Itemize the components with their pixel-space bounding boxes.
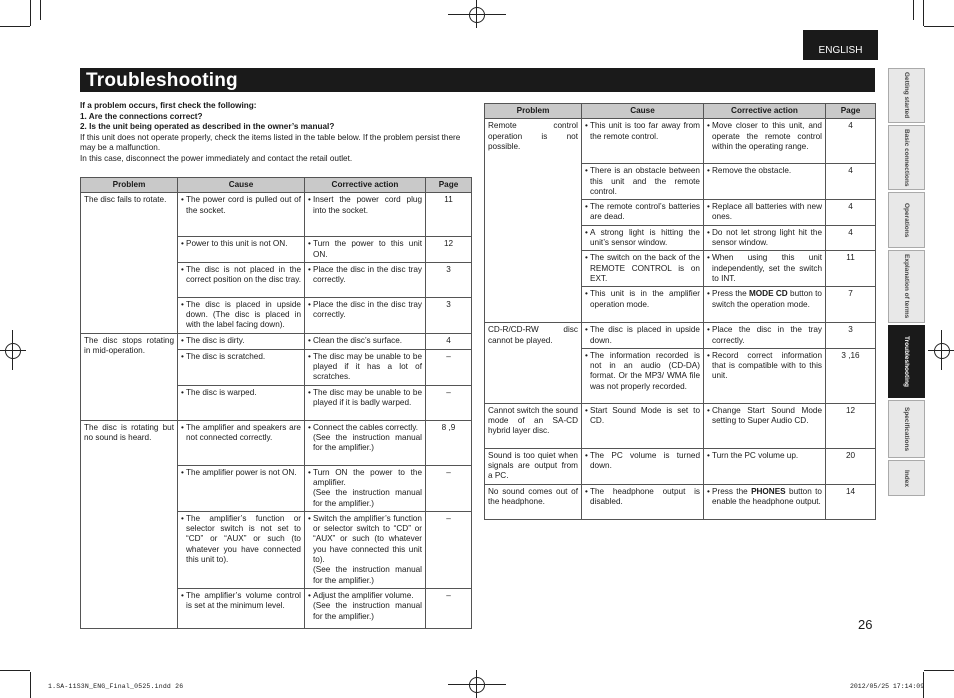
action-text: Turn ON the power to the amplifier. (313, 467, 422, 487)
header-page: Page (826, 104, 876, 119)
table-row (485, 403, 876, 448)
header-problem: Problem (81, 178, 178, 193)
cause-cell (178, 511, 305, 588)
cause-cell (178, 385, 305, 420)
bullet-icon: • (585, 202, 588, 212)
language-label: ENGLISH (818, 45, 863, 56)
bullet-icon: • (181, 239, 184, 249)
bullet-icon: • (181, 264, 184, 274)
action-text (313, 195, 422, 216)
bullet-icon: • (585, 253, 588, 263)
cause-text: Start Sound Mode is set to CD. (590, 405, 700, 426)
action-text (313, 514, 422, 586)
problem-cell: Sound is too quiet when signals are output from a PC. (485, 448, 582, 484)
action-cell (704, 348, 826, 403)
section-tab[interactable] (888, 325, 925, 398)
cause-cell (582, 251, 704, 287)
cause-cell (178, 237, 305, 263)
cause-cell (178, 465, 305, 511)
action-text: Record correct information that is compatible with to this unit. (712, 350, 822, 381)
action-text: When using this unit independently, set the switch to INT. (712, 253, 822, 283)
cause-cell (178, 420, 305, 465)
cause-text: This unit is too far away from the remote control. (590, 121, 700, 141)
action-text: Place the disc in the tray correctly. (712, 325, 822, 345)
cause-text: The disc is warped. (186, 387, 257, 397)
action-cell (305, 193, 426, 237)
bullet-icon: • (707, 227, 710, 237)
header-problem: Problem (485, 104, 582, 119)
page-title: Troubleshooting (86, 70, 238, 91)
action-cell (704, 287, 826, 323)
page-cell: 12 (426, 237, 472, 263)
page-cell: – (426, 385, 472, 420)
bullet-icon: • (181, 299, 184, 309)
action-text (712, 406, 822, 427)
crop-mark (30, 672, 31, 698)
action-text (712, 451, 798, 461)
action-cell (305, 349, 426, 385)
intro-line: If this unit does not operate properly, check the items listed in the table below. If the problem persist there may be a malfunction. (80, 132, 461, 153)
action-text: Remove the obstacle. (712, 166, 792, 176)
registration-mark (934, 343, 950, 359)
crop-mark (923, 0, 924, 26)
bullet-icon: • (707, 350, 710, 360)
action-cell (704, 403, 826, 448)
cause-text: The disc is scratched. (186, 351, 266, 361)
action-cell (704, 484, 826, 519)
language-tab (803, 30, 878, 60)
bullet-icon: • (585, 121, 588, 131)
section-tab-label: Operations (903, 202, 910, 238)
cause-text: The remote control’s batteries are dead. (590, 202, 700, 222)
page-cell: 20 (826, 448, 876, 484)
action-text (313, 300, 422, 321)
intro-line: If a problem occurs, first check the following: (80, 101, 257, 110)
cause-text: The headphone output is disabled. (590, 486, 700, 507)
header-cause: Cause (178, 178, 305, 193)
page-cell: 3 (426, 297, 472, 333)
action-text: Do not let strong light hit the sensor window. (712, 227, 822, 248)
section-tab-label: Specifications (903, 406, 910, 452)
bullet-icon: • (585, 166, 588, 176)
problem-cell: Remote control operation is not possible. (485, 119, 582, 323)
cause-text: There is an obstacle between this unit and the remote control. (590, 166, 700, 196)
action-text (712, 289, 822, 310)
action-text: Turn the power to this unit ON. (313, 239, 422, 259)
action-text: Turn the PC volume up. (712, 450, 799, 460)
cause-cell (582, 200, 704, 226)
section-tab[interactable] (888, 68, 925, 123)
cause-text: The information recorded is not in an audio (CD-DA) format. Or the MP3/ WMA file was not properly recorded. (590, 350, 700, 391)
page-cell: – (426, 511, 472, 588)
cause-text: The disc is dirty. (186, 335, 245, 345)
cause-cell (178, 588, 305, 628)
cause-cell (582, 448, 704, 484)
action-note: (See the instruction manual for the amplifier.) (313, 601, 422, 621)
bullet-icon: • (585, 450, 588, 460)
action-text: The disc may be unable to be played if it is badly warped. (313, 387, 422, 407)
action-text (712, 351, 822, 382)
page-cell: – (426, 349, 472, 385)
cause-cell (582, 119, 704, 164)
bullet-icon: • (707, 450, 710, 460)
action-text: Place the disc in the disc tray correctly. (313, 264, 422, 285)
intro-line: 1. Are the connections correct? (80, 111, 203, 121)
table-row (485, 448, 876, 484)
cause-cell (178, 349, 305, 385)
action-cell (704, 448, 826, 484)
cause-cell (582, 484, 704, 519)
footer-date: 2012/05/25 17:14:09 (850, 683, 925, 690)
bullet-icon: • (585, 350, 588, 360)
cause-cell (582, 225, 704, 251)
action-cell (305, 237, 426, 263)
header-cause: Cause (582, 104, 704, 119)
action-text (313, 239, 422, 260)
cause-cell (582, 348, 704, 403)
page-cell: 14 (826, 484, 876, 519)
action-cell (305, 511, 426, 588)
action-text: button to switch the operation mode. (712, 289, 822, 309)
cause-text: The disc is placed in upside down. (The disc is placed in with the label facing down). (186, 299, 301, 330)
bullet-icon: • (308, 387, 311, 397)
cause-cell (582, 164, 704, 200)
action-text: Insert the power cord plug into the socket. (313, 195, 422, 215)
problem-cell: The disc is rotating but no sound is heard. (81, 420, 178, 628)
section-tab[interactable] (888, 460, 925, 496)
bullet-icon: • (181, 590, 184, 600)
section-tab-label: Index (903, 469, 910, 487)
page-cell: 3 ,16 (826, 348, 876, 403)
cause-text: The switch on the back of the REMOTE CONTROL is on EXT. (590, 253, 700, 283)
page-cell: 11 (826, 251, 876, 287)
page-cell: 3 (426, 262, 472, 297)
bullet-icon: • (181, 387, 184, 397)
bullet-icon: • (585, 227, 588, 237)
bullet-icon: • (181, 335, 184, 345)
action-cell (305, 385, 426, 420)
action-text (712, 325, 822, 346)
bullet-icon: • (707, 289, 710, 299)
bullet-icon: • (181, 351, 184, 361)
crop-mark (448, 684, 506, 685)
header-page: Page (426, 178, 472, 193)
action-text: button to enable the headphone output. (712, 486, 822, 507)
cause-text: The amplifier power is not ON. (186, 467, 297, 477)
action-text: Press the (712, 289, 749, 299)
bullet-icon: • (707, 486, 710, 496)
cause-cell (178, 297, 305, 333)
bullet-icon: • (308, 422, 311, 432)
table-row (485, 323, 876, 349)
section-tab-label: Troubleshooting (903, 336, 910, 387)
page-cell: 4 (826, 225, 876, 251)
cause-text: Power to this unit is not ON. (186, 239, 288, 249)
crop-mark (941, 330, 942, 370)
action-text: Replace all batteries with new ones. (712, 202, 822, 222)
table-row (485, 484, 876, 519)
cause-text: A strong light is hitting the unit’s sensor window. (590, 227, 700, 248)
crop-mark (924, 670, 954, 671)
bullet-icon: • (308, 513, 311, 523)
bullet-icon: • (585, 325, 588, 335)
crop-mark (0, 670, 30, 671)
cause-text: The amplifier’s volume control is set at the minimum level. (186, 590, 301, 611)
action-cell (305, 420, 426, 465)
cause-cell (178, 262, 305, 297)
action-text (313, 336, 402, 346)
table-row (485, 119, 876, 164)
action-text (313, 352, 422, 383)
table-row (81, 420, 472, 465)
intro-line: In this case, disconnect the power immediately and contact the retail outlet. (80, 153, 353, 163)
action-cell (704, 200, 826, 226)
action-text: Press the (712, 486, 752, 496)
header-action: Corrective action (704, 104, 826, 119)
troubleshooting-table-left (80, 177, 472, 629)
action-cell (305, 297, 426, 333)
action-note: (See the instruction manual for the amplifier.) (313, 565, 422, 585)
crop-mark (0, 26, 30, 27)
crop-mark (40, 0, 41, 20)
action-cell (305, 333, 426, 349)
page-cell: 4 (826, 164, 876, 200)
button-name: PHONES (751, 486, 786, 496)
problem-cell: No sound comes out of the headphone. (485, 484, 582, 519)
bullet-icon: • (181, 467, 184, 477)
cause-text: The power cord is pulled out of the socket. (186, 195, 301, 215)
crop-mark (12, 330, 13, 370)
action-text: Place the disc in the disc tray correctly. (313, 299, 422, 320)
bullet-icon: • (308, 239, 311, 249)
crop-mark (0, 350, 26, 351)
action-text (313, 468, 422, 509)
header-action: Corrective action (305, 178, 426, 193)
bullet-icon: • (181, 195, 184, 205)
cause-text: The amplifier and speakers are not connected correctly. (186, 422, 301, 442)
footer-file: 1.SA-11S3N_ENG_Final_0525.indd 26 (48, 683, 184, 690)
action-cell (305, 262, 426, 297)
page-cell: 12 (826, 403, 876, 448)
bullet-icon: • (585, 405, 588, 415)
table-row (81, 193, 472, 237)
action-text: Switch the amplifier’s function or selector switch to “CD” or “AUX” or such (to whatever you have connected this unit to). (313, 513, 422, 565)
cause-cell (582, 323, 704, 349)
bullet-icon: • (585, 289, 588, 299)
table-row (81, 333, 472, 349)
page-number: 26 (858, 617, 873, 632)
section-tab[interactable] (888, 192, 925, 248)
page-cell: 3 (826, 323, 876, 349)
problem-cell: Cannot switch the sound mode of an SA-CD hybrid layer disc. (485, 403, 582, 448)
action-text: The disc may be unable to be played if it has a lot of scratches. (313, 351, 422, 382)
bullet-icon: • (308, 467, 311, 477)
cause-text: This unit is in the amplifier operation mode. (590, 289, 700, 309)
cause-cell (582, 287, 704, 323)
section-tab[interactable] (888, 400, 925, 458)
bullet-icon: • (308, 335, 311, 345)
crop-mark (924, 26, 954, 27)
action-text (313, 265, 422, 286)
problem-cell: The disc stops rotating in mid-operation. (81, 333, 178, 420)
page-cell: 4 (826, 119, 876, 164)
action-text (313, 423, 422, 454)
bullet-icon: • (308, 351, 311, 361)
cause-cell (178, 193, 305, 237)
section-tab[interactable] (888, 125, 925, 190)
action-cell (305, 588, 426, 628)
bullet-icon: • (181, 422, 184, 432)
action-note: (See the instruction manual for the amplifier.) (313, 488, 422, 508)
action-cell (704, 119, 826, 164)
action-text (712, 228, 822, 249)
action-text: Adjust the amplifier volume. (313, 590, 414, 600)
page-cell: 7 (826, 287, 876, 323)
intro-text (80, 101, 472, 165)
action-text (712, 121, 822, 152)
page-cell: 4 (826, 200, 876, 226)
action-text (712, 202, 822, 223)
cause-cell (178, 333, 305, 349)
bullet-icon: • (707, 405, 710, 415)
action-text: Connect the cables correctly. (313, 422, 418, 432)
bullet-icon: • (707, 325, 710, 335)
button-name: MODE CD (748, 289, 788, 299)
crop-mark (448, 14, 506, 15)
action-cell (704, 225, 826, 251)
section-tab[interactable] (888, 250, 925, 323)
page-cell: 4 (426, 333, 472, 349)
problem-cell: The disc fails to rotate. (81, 193, 178, 333)
cause-text: The amplifier’s function or selector switch is not set to “CD” or “AUX” or such (to whatever you have connected this unit to). (186, 513, 301, 565)
action-cell (305, 465, 426, 511)
section-tab-label: Basic connections (903, 128, 910, 187)
page-cell: – (426, 588, 472, 628)
crop-mark (30, 0, 31, 26)
bullet-icon: • (181, 513, 184, 523)
bullet-icon: • (707, 121, 710, 131)
action-cell (704, 164, 826, 200)
registration-mark (469, 7, 485, 23)
problem-cell: CD-R/CD-RW disc cannot be played. (485, 323, 582, 404)
bullet-icon: • (707, 253, 710, 263)
troubleshooting-table-right (484, 103, 876, 520)
bullet-icon: • (707, 166, 710, 176)
page-cell: 11 (426, 193, 472, 237)
action-text (313, 388, 422, 409)
crop-mark (913, 0, 914, 20)
cause-text: The PC volume is turned down. (590, 450, 700, 471)
action-text (712, 487, 822, 508)
action-note: (See the instruction manual for the amplifier.) (313, 432, 422, 453)
registration-mark (5, 343, 21, 359)
action-cell (704, 251, 826, 287)
section-tab-label: Getting started (903, 72, 910, 119)
action-text: Change Start Sound Mode setting to Super Audio CD. (712, 405, 822, 426)
action-text: Move closer to this unit, and operate the remote control within the operating range. (712, 121, 822, 151)
cause-text: The disc is placed in upside down. (590, 325, 700, 345)
intro-line: 2. Is the unit being operated as described in the owner’s manual? (80, 122, 335, 132)
cause-cell (582, 403, 704, 448)
bullet-icon: • (308, 264, 311, 274)
section-tab-label: Explanation of terms (903, 254, 910, 319)
action-text (712, 166, 791, 176)
cause-text: The disc is not placed in the correct position on the disc tray. (186, 264, 301, 285)
registration-mark (469, 677, 485, 693)
bullet-icon: • (308, 590, 311, 600)
bullet-icon: • (707, 202, 710, 212)
action-text (313, 591, 422, 622)
action-text (712, 253, 822, 284)
bullet-icon: • (308, 299, 311, 309)
page-cell: – (426, 465, 472, 511)
action-text: Clean the disc’s surface. (313, 335, 403, 345)
bullet-icon: • (585, 486, 588, 496)
action-cell (704, 323, 826, 349)
page-cell: 8 ,9 (426, 420, 472, 465)
bullet-icon: • (308, 195, 311, 205)
